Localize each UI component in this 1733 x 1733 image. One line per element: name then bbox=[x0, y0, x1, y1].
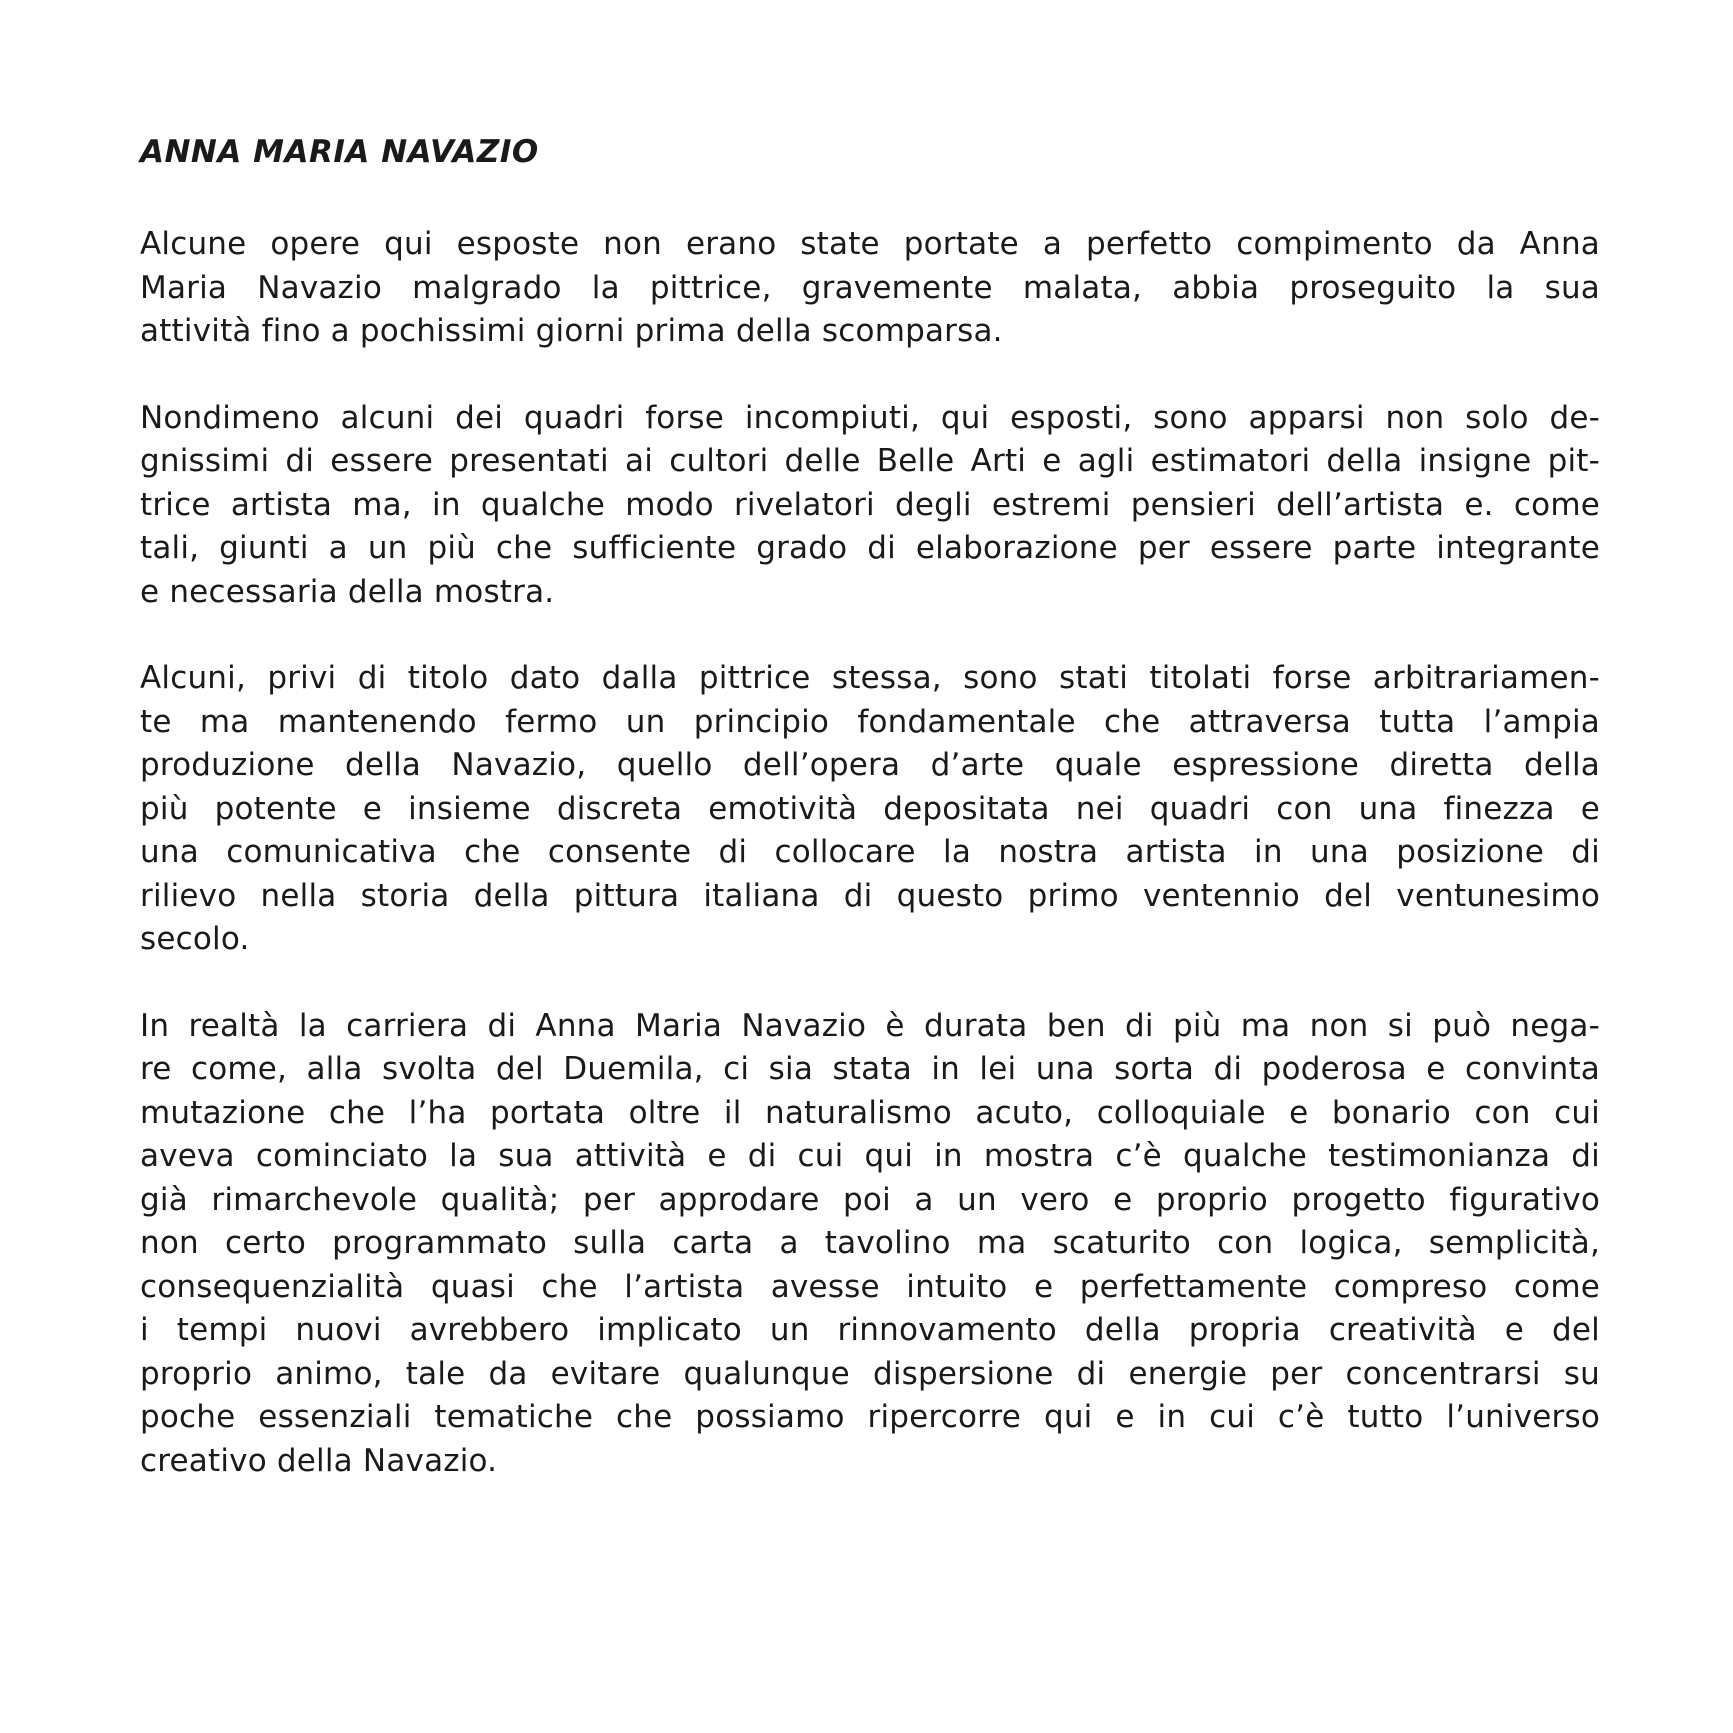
text-line: gnissimi di essere presentati ai cultori delle Belle Arti e agli estimatori della insigne pit- bbox=[140, 443, 1600, 479]
text-line: re come, alla svolta del Duemila, ci sia stata in lei una sorta di poderosa e convinta bbox=[140, 1051, 1600, 1087]
text-line: mutazione che l’ha portata oltre il naturalismo acuto, colloquiale e bonario con cui bbox=[140, 1094, 1600, 1131]
text-line: più potente e insieme discreta emotività depositata nei quadri con una finezza e bbox=[140, 790, 1600, 827]
text-line: i tempi nuovi avrebbero implicato un rinnovamento della propria creatività e del bbox=[140, 1312, 1600, 1348]
text-line: aveva cominciato la sua attività e di cui qui in mostra c’è qualche testimonianza di bbox=[140, 1138, 1600, 1174]
text-line: e necessaria della mostra. bbox=[140, 573, 555, 610]
paragraph-3 bbox=[140, 657, 1600, 962]
paragraph-4 bbox=[140, 1005, 1600, 1484]
text-line: poche essenziali tematiche che possiamo ripercorre qui e in cui c’è tutto l’universo bbox=[140, 1399, 1600, 1435]
text-line: rilievo nella storia della pittura italiana di questo primo ventennio del ventunesimo bbox=[140, 877, 1600, 914]
text-line: non certo programmato sulla carta a tavolino ma scaturito con logica, semplicità, bbox=[140, 1225, 1600, 1261]
paragraph-2 bbox=[140, 397, 1600, 615]
text-line: tali, giunti a un più che sufficiente grado di elaborazione per essere parte integrante bbox=[140, 530, 1600, 566]
text-line: secolo. bbox=[140, 921, 250, 957]
text-line: Maria Navazio malgrado la pittrice, gravemente malata, abbia proseguito la sua bbox=[140, 269, 1600, 306]
text-line: produzione della Navazio, quello dell’opera d’arte quale espressione diretta della bbox=[140, 747, 1600, 783]
text-line: Alcuni, privi di titolo dato dalla pittrice stessa, sono stati titolati forse arbitrariamen- bbox=[140, 660, 1600, 696]
text-line: trice artista ma, in qualche modo rivelatori degli estremi pensieri dell’artista e. come bbox=[140, 486, 1600, 523]
text-line: una comunicativa che consente di collocare la nostra artista in una posizione di bbox=[140, 834, 1600, 870]
text-line: creativo della Navazio. bbox=[140, 1442, 498, 1479]
page-title: ANNA MARIA NAVAZIO bbox=[140, 134, 539, 170]
text-line: In realtà la carriera di Anna Maria Navazio è durata ben di più ma non si può nega- bbox=[140, 1007, 1600, 1044]
document-page bbox=[140, 130, 1600, 1526]
text-line: Alcune opere qui esposte non erano state portate a perfetto compimento da Anna bbox=[140, 226, 1600, 262]
text-line: consequenzialità quasi che l’artista avesse intuito e perfettamente compreso come bbox=[140, 1268, 1600, 1305]
text-line: Nondimeno alcuni dei quadri forse incompiuti, qui esposti, sono apparsi non solo de- bbox=[140, 399, 1600, 436]
text-line: proprio animo, tale da evitare qualunque dispersione di energie per concentrarsi su bbox=[140, 1355, 1600, 1392]
text-line: attività fino a pochissimi giorni prima della scomparsa. bbox=[140, 313, 1003, 349]
text-line: già rimarchevole qualità; per approdare poi a un vero e proprio progetto figurativo bbox=[140, 1181, 1600, 1218]
text-line: te ma mantenendo fermo un principio fondamentale che attraversa tutta l’ampia bbox=[140, 703, 1600, 740]
paragraph-1 bbox=[140, 223, 1600, 354]
